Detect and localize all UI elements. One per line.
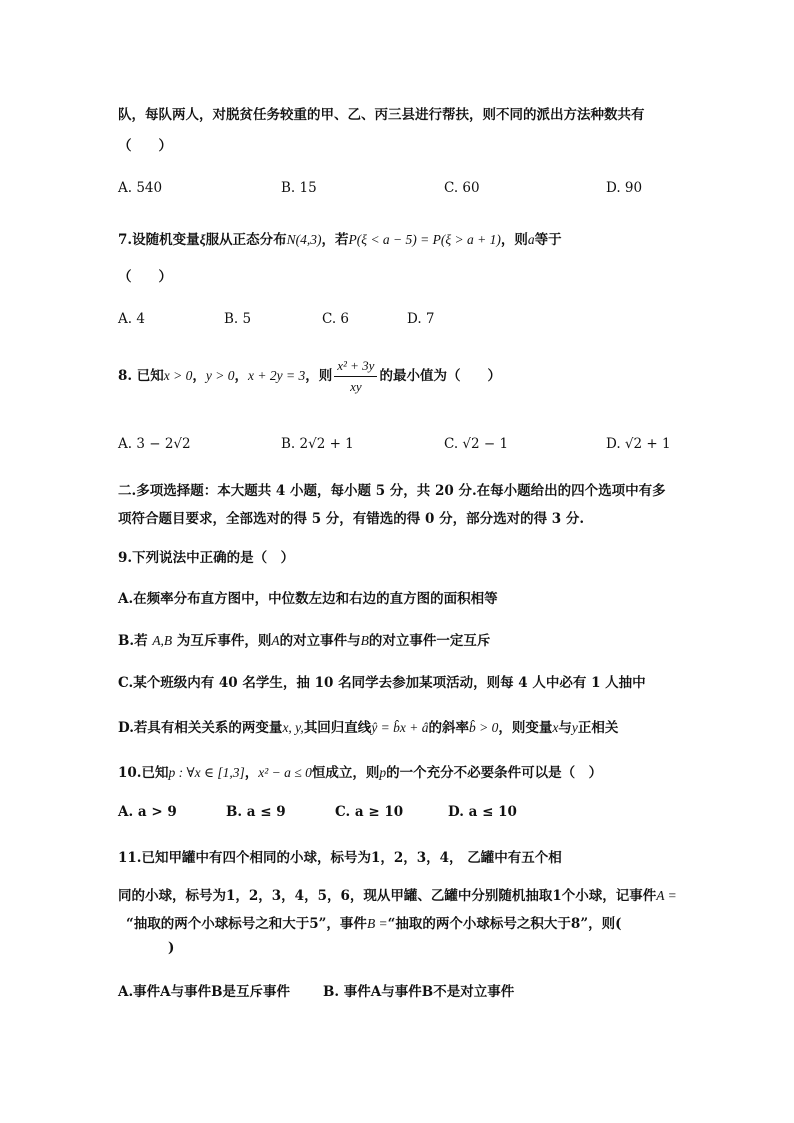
q11-event-b: B = (366, 916, 388, 931)
q9-d-text: D.若具有相关关系的两变量 (118, 720, 283, 736)
q8-condition-y: y > 0 (205, 368, 235, 383)
q9-d-text: 与 (558, 720, 572, 736)
q7-prefix: 7.设随机变量 (118, 232, 200, 248)
q9-d-regression: ŷ = b̂x + â (371, 720, 429, 735)
q8-text: ，则 (305, 368, 333, 384)
q11-stem-line1: 11.已知甲罐中有四个相同的小球，标号为1，2，3，4， 乙罐中有五个相 (118, 850, 562, 866)
q11-text: 同的小球，标号为1，2，3，4，5，6，现从甲罐、乙罐中分别随机抽取1个小球，记事件 (118, 888, 657, 904)
q8-fraction-denominator: xy (350, 379, 362, 394)
q9-d-slope: b̂ > 0 (469, 720, 499, 735)
q8-condition-x: x > 0 (163, 368, 193, 383)
q11-event-a: A = (656, 888, 677, 903)
q9-d-y: y (571, 720, 578, 735)
q11-option-b: B. 事件A与事件B不是对立事件 (323, 984, 515, 1000)
q7-stem (118, 228, 562, 248)
q7-answer-paren: （ ） (118, 269, 172, 285)
q8-stem (118, 358, 501, 395)
q11-text: “抽取的两个小球标号之积大于8”，则( (387, 916, 622, 932)
q9-b-text: 的对立事件一定互斥 (368, 633, 491, 649)
q9-b-event-b: B (360, 633, 369, 648)
q7-text: 服从正态分布 (205, 232, 287, 248)
q7-option-c: C. 6 (322, 311, 350, 327)
q8-condition-sum: x + 2y = 3 (248, 368, 306, 383)
q9-b-events: A,B (152, 633, 173, 648)
q10-option-d: D. a ≤ 10 (448, 804, 517, 820)
q10-prefix: 10.已知 (118, 765, 169, 781)
q8-sep: ， (192, 368, 206, 384)
q9-b-text: 的对立事件与 (279, 633, 361, 649)
q11-stem-line2 (118, 884, 677, 904)
q9-b-event-a: A (271, 633, 280, 648)
q10-proposition: p : ∀x ∈ [1,3] (168, 765, 245, 780)
q11-answer-paren: ) (168, 940, 175, 956)
q11-text: “抽取的两个小球标号之和大于5”，事件 (126, 916, 367, 932)
section2-instructions-line1: 二.多项选择题：本大题共 4 小题，每小题 5 分，共 20 分.在每小题给出的四个选项中有多 (118, 483, 666, 499)
q9-d-text: ，则变量 (498, 720, 553, 736)
q9-option-a: A.在频率分布直方图中，中位数左边和右边的直方图的面积相等 (118, 591, 498, 607)
q9-option-d (118, 716, 618, 736)
q11-stem-line3 (126, 912, 621, 932)
q8-prefix: 8. 已知 (118, 368, 164, 384)
q9-stem: 9.下列说法中正确的是（ ） (118, 550, 295, 566)
q6-option-c: C. 60 (444, 180, 480, 196)
q9-b-text: B.若 (118, 633, 153, 649)
q7-distribution: N(4,3) (286, 232, 322, 247)
q8-text: 的最小值为（ ） (379, 368, 501, 384)
q9-option-c: C.某个班级内有 40 名学生，抽 10 名同学去参加某项活动，则每 4 人中必有 1 人抽中 (118, 675, 646, 691)
q10-text: 的一个充分不必要条件可以是（ ） (386, 765, 603, 781)
q6-answer-paren: （ ） (118, 138, 172, 154)
q8-option-d: D. √2 + 1 (606, 436, 671, 452)
q7-option-a: A. 4 (118, 311, 145, 327)
q9-d-variables: x, y, (282, 720, 304, 735)
q7-option-b: B. 5 (224, 311, 252, 327)
q10-inequality: x² − a ≤ 0 (258, 765, 312, 780)
q8-option-b: B. 2√2 + 1 (281, 436, 354, 452)
q9-d-text: 正相关 (577, 720, 619, 736)
q7-text: ，若 (321, 232, 349, 248)
q8-option-a: A. 3 − 2√2 (118, 436, 191, 452)
q7-text: ，则 (500, 232, 528, 248)
q6-option-a: A. 540 (118, 180, 163, 196)
q6-option-b: B. 15 (281, 180, 317, 196)
q7-xi: ξ (199, 232, 206, 247)
q9-d-text: 其回归直线 (303, 720, 372, 736)
q9-b-text: 为互斥事件，则 (172, 633, 272, 649)
q8-fraction-numerator: x² + 3y (334, 358, 377, 377)
q9-d-text: 的斜率 (428, 720, 470, 736)
q6-stem-line: 队，每队两人，对脱贫任务较重的甲、乙、丙三县进行帮扶，则不同的派出方法种数共有 (118, 107, 645, 123)
q9-option-b (118, 629, 490, 649)
q10-option-a: A. a > 9 (118, 804, 177, 820)
q7-option-d: D. 7 (407, 311, 435, 327)
q11-option-a: A.事件A与事件B是互斥事件 (118, 984, 291, 1000)
section2-instructions-line2: 项符合题目要求，全部选对的得 5 分，有错选的得 0 分，部分选对的得 3 分. (118, 511, 585, 527)
q10-sep: ， (244, 765, 259, 781)
q8-option-c: C. √2 − 1 (444, 436, 509, 452)
q10-p: p (379, 765, 387, 780)
q10-option-c: C. a ≥ 10 (335, 804, 404, 820)
q10-option-b: B. a ≤ 9 (226, 804, 286, 820)
q10-text: 恒成立，则 (311, 765, 380, 781)
q7-text: 等于 (534, 232, 562, 248)
q7-variable-a: a (527, 232, 535, 247)
q6-option-d: D. 90 (606, 180, 643, 196)
q7-condition: P(ξ < a − 5) = P(ξ > a + 1) (348, 232, 501, 247)
q10-stem (118, 761, 602, 781)
q9-d-x: x (552, 720, 559, 735)
q8-sep: ， (234, 368, 249, 384)
q8-fraction (334, 358, 377, 395)
